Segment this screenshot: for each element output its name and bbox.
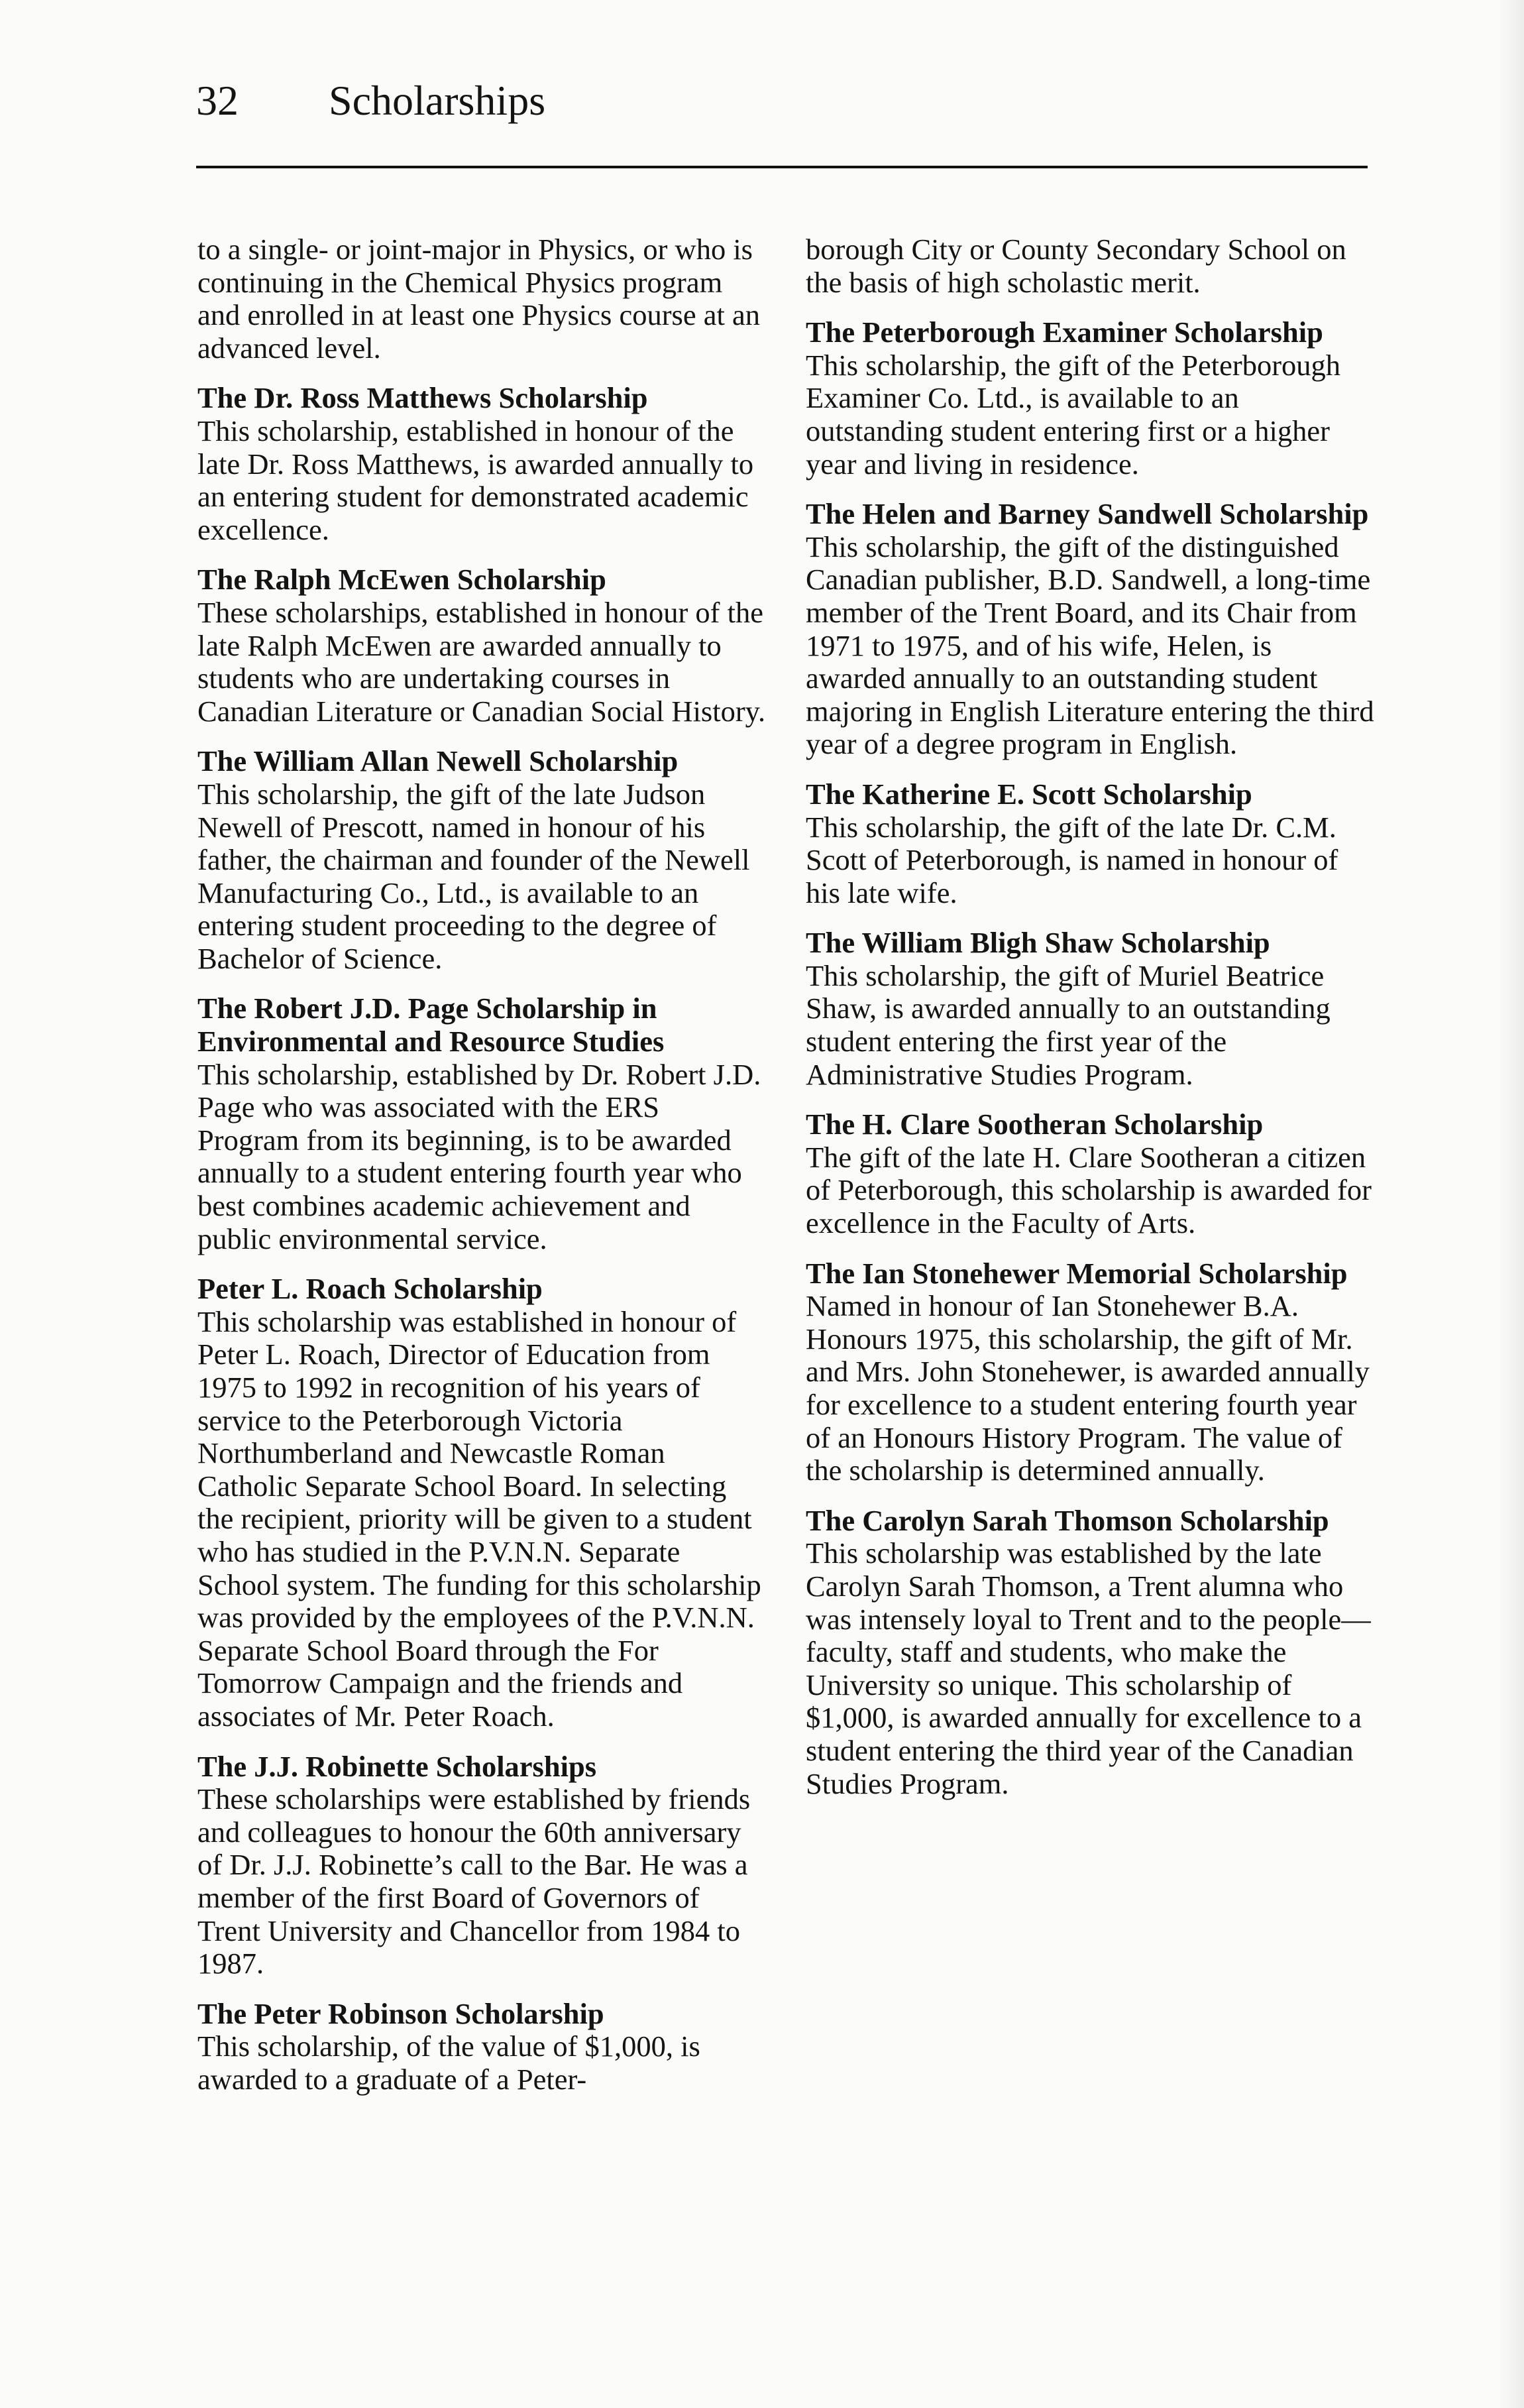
scholarship-entry <box>197 563 767 728</box>
page-header <box>196 74 1368 171</box>
scholarship-title: The Carolyn Sarah Thomson Scholarship <box>806 1503 1329 1537</box>
scholarship-title: The Helen and Barney Sandwell Scholarship <box>806 497 1369 531</box>
scholarship-title: The Peterborough Examiner Scholarship <box>806 315 1323 349</box>
scholarship-entry <box>806 927 1376 1091</box>
scholarship-description: This scholarship was established in honour of Peter L. Roach, Director of Education from 1975 to 1992 in recognition of his years of service to the Peterborough Victoria Northumberland and Newcastle Roman Catholic Separate School Board. In selecting the recipient, priority will be given to a student who has studied in the P.V.N.N. Separate School system. The funding for this scholarship was provided by the employees of the P.V.N.N. Separate School Board through the For Tomorrow Campaign and the friends and associates of Mr. Peter Roach. <box>197 1304 761 1733</box>
scholarship-entry <box>197 1750 767 1980</box>
scholarship-title: The Ian Stonehewer Memorial Scholarship <box>806 1256 1348 1290</box>
section-title: Scholarships <box>329 77 546 124</box>
scholarship-description: This scholarship, the gift of the Peterborough Examiner Co. Ltd., is available to an outstanding student entering first or a higher year and living in residence. <box>806 348 1341 481</box>
page-number: 32 <box>196 77 239 124</box>
scholarship-entry <box>197 745 767 975</box>
scholarship-title: The William Allan Newell Scholarship <box>197 744 679 778</box>
right-column <box>806 233 1376 1817</box>
scholarship-description: This scholarship, the gift of the late Judson Newell of Prescott, named in honour of his father, the chairman and founder of the Newell Manufacturing Co., Ltd., is available to an entering student proceeding to the degree of Bachelor of Science. <box>197 777 750 975</box>
scholarship-description: This scholarship, the gift of Muriel Beatrice Shaw, is awarded annually to an outstanding student entering the first year of the Administrative Studies Program. <box>806 958 1331 1091</box>
scholarship-description: These scholarships, established in honour of the late Ralph McEwen are awarded annually to students who are undertaking courses in Canadian Literature or Canadian Social History. <box>197 595 766 728</box>
scholarship-entry <box>806 1108 1376 1239</box>
scholarship-description: This scholarship, of the value of $1,000, is awarded to a graduate of a Peter- <box>197 2030 700 2096</box>
scholarship-entry <box>806 1257 1376 1487</box>
header-rule <box>196 166 1368 168</box>
continued-text: to a single- or joint-major in Physics, or who is continuing in the Chemical Physics program and enrolled in at least one Physics course at an advanced level. <box>197 233 760 365</box>
continued-text: borough City or County Secondary School on the basis of high scholastic merit. <box>806 233 1346 299</box>
scholarship-entry <box>197 1998 767 2096</box>
scholarship-description: Named in honour of Ian Stonehewer B.A. Honours 1975, this scholarship, the gift of Mr. and Mrs. John Stonehewer, is awarded annually for excellence to a student entering fourth year of an Honours History Program. The value of the scholarship is determined annually. <box>806 1289 1370 1487</box>
scholarship-description: These scholarships were established by friends and colleagues to honour the 60th anniversary of Dr. J.J. Robinette’s call to the Bar. He was a member of the first Board of Governors of Trent University and Chancellor from 1984 to 1987. <box>197 1782 751 1980</box>
scholarship-entry <box>197 382 767 546</box>
scholarship-title: The H. Clare Sootheran Scholarship <box>806 1108 1264 1141</box>
scholarship-entry <box>197 992 767 1255</box>
scholarship-entry <box>197 1273 767 1733</box>
scholarship-title: The Katherine E. Scott Scholarship <box>806 777 1252 811</box>
scholarship-entry <box>806 316 1376 481</box>
scholarship-title: The Peter Robinson Scholarship <box>197 1996 604 2030</box>
scholarship-title: The Ralph McEwen Scholarship <box>197 563 606 597</box>
scholarship-description: This scholarship, the gift of the late Dr. C.M. Scott of Peterborough, is named in honour of his late wife. <box>806 810 1338 909</box>
scholarship-description: This scholarship, established by Dr. Robert J.D. Page who was associated with the ERS Program from its beginning, is to be awarded annually to a student entering fourth year who best combines academic achievement and public environmental service. <box>197 1057 761 1255</box>
scholarship-title: The William Bligh Shaw Scholarship <box>806 926 1270 960</box>
scholarship-title: The Dr. Ross Matthews Scholarship <box>197 381 648 415</box>
scholarship-entry <box>806 498 1376 761</box>
scholarship-title: The Robert J.D. Page Scholarship in Environmental and Resource Studies <box>197 992 665 1059</box>
scholarship-title: Peter L. Roach Scholarship <box>197 1272 543 1306</box>
scholarship-description: This scholarship, established in honour of the late Dr. Ross Matthews, is awarded annually to an entering student for demonstrated academic excellence. <box>197 414 754 546</box>
scholarship-description: The gift of the late H. Clare Sootheran a citizen of Peterborough, this scholarship is awarded for excellence in the Faculty of Arts. <box>806 1140 1372 1240</box>
left-column <box>197 233 767 2113</box>
scholarship-description: This scholarship was established by the late Carolyn Sarah Thomson, a Trent alumna who was intensely loyal to Trent and to the people—faculty, staff and students, who make the University so unique. This scholarship of $1,000, is awarded annually for excellence to a student entering the third year of the Canadian Studies Program. <box>806 1536 1371 1800</box>
scholarship-entry <box>806 778 1376 909</box>
scholarship-title: The J.J. Robinette Scholarships <box>197 1749 597 1783</box>
scholarship-entry <box>806 1505 1376 1800</box>
scholarship-description: This scholarship, the gift of the distinguished Canadian publisher, B.D. Sandwell, a long-time member of the Trent Board, and its Chair from 1971 to 1975, and of his wife, Helen, is awarded annually to an outstanding student majoring in English Literature entering the third year of a degree program in English. <box>806 530 1374 761</box>
